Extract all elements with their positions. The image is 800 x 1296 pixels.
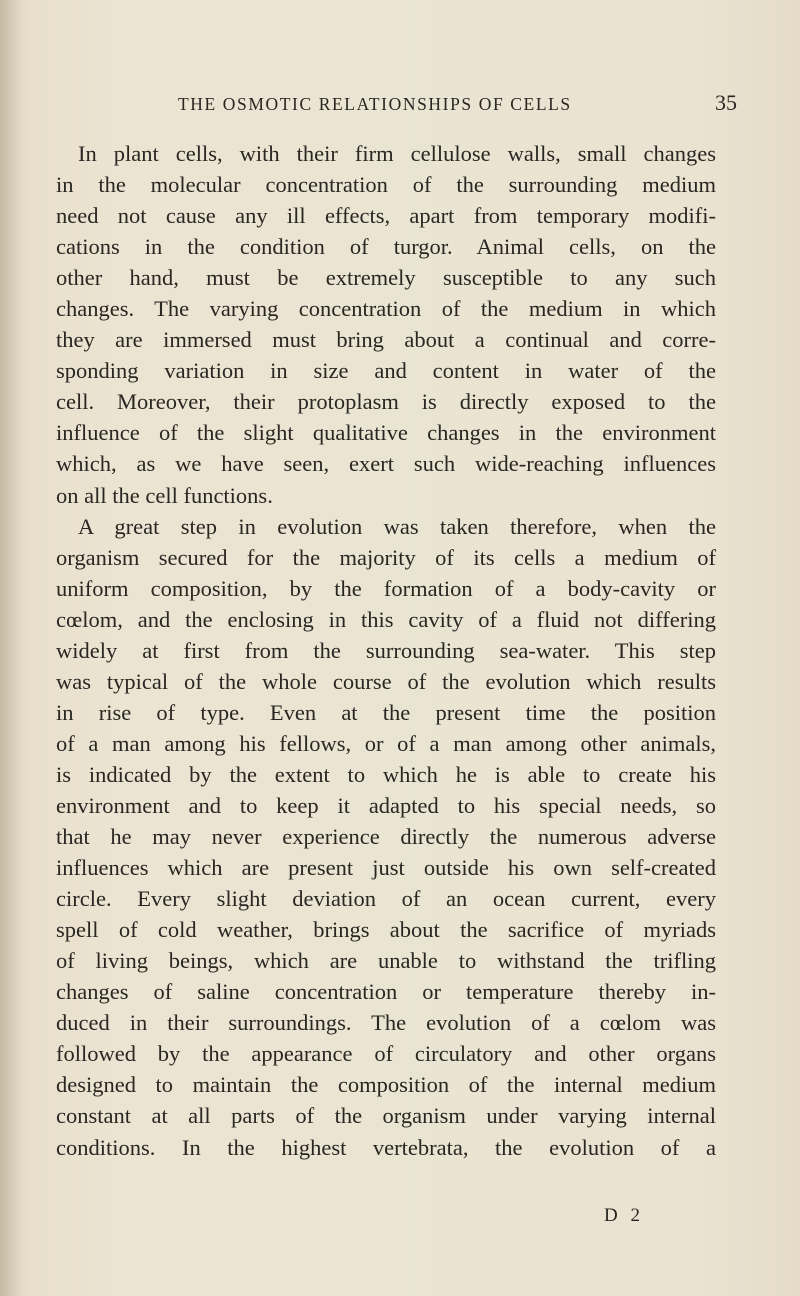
text-line: of a man among his fellows, or of a man among other animals, <box>56 730 716 756</box>
text-line: organism secured for the majority of its cells a medium of <box>56 544 716 570</box>
text-line: in the molecular concentration of the surrounding medium <box>56 172 716 198</box>
text-line: constant at all parts of the organism under varying internal <box>56 1103 716 1129</box>
gutter-shadow <box>0 0 22 1296</box>
page-number: 35 <box>715 90 737 115</box>
text-line: widely at first from the surrounding sea-water. This step <box>56 637 716 663</box>
running-title: THE OSMOTIC RELATIONSHIPS OF CELLS <box>178 94 572 114</box>
text-line: followed by the appearance of circulatory and other organs <box>56 1041 716 1067</box>
text-line: that he may never experience directly the numerous adverse <box>56 824 716 850</box>
text-line: cell. Moreover, their protoplasm is directly exposed to the <box>56 389 716 415</box>
text-line: circle. Every slight deviation of an ocean current, every <box>56 886 716 912</box>
text-line: uniform composition, by the formation of a body-cavity or <box>56 575 716 601</box>
text-line: other hand, must be extremely susceptible to any such <box>56 265 716 291</box>
signature-mark: D 2 <box>604 1205 644 1226</box>
text-line: environment and to keep it adapted to his special needs, so <box>56 792 716 818</box>
text-line: changes of saline concentration or temperature thereby in- <box>56 979 716 1005</box>
text-line: spell of cold weather, brings about the sacrifice of myriads <box>56 917 716 943</box>
text-line: duced in their surroundings. The evolution of a cœlom was <box>56 1010 716 1036</box>
text-line: they are immersed must bring about a continual and corre- <box>56 327 716 353</box>
text-line: of living beings, which are unable to withstand the trifling <box>56 948 716 974</box>
text-line: is indicated by the extent to which he is able to create his <box>56 761 716 787</box>
text-line: in rise of type. Even at the present time the position <box>56 699 716 725</box>
text-line: designed to maintain the composition of the internal medium <box>56 1072 716 1098</box>
text-line: sponding variation in size and content in water of the <box>56 358 716 384</box>
body-text <box>56 138 716 1163</box>
running-head <box>0 90 800 124</box>
text-line: which, as we have seen, exert such wide-reaching influences <box>56 451 716 477</box>
text-line: cations in the condition of turgor. Animal cells, on the <box>56 234 716 260</box>
text-line: cœlom, and the enclosing in this cavity of a fluid not differing <box>56 606 716 632</box>
text-line: changes. The varying concentration of the medium in which <box>56 296 716 322</box>
text-line: In plant cells, with their firm cellulose walls, small changes <box>78 141 716 166</box>
text-line: influence of the slight qualitative changes in the environment <box>56 420 716 446</box>
text-line: on all the cell functions. <box>56 482 273 508</box>
text-line: need not cause any ill effects, apart from temporary modifi- <box>56 203 716 229</box>
text-line: A great step in evolution was taken therefore, when the <box>78 513 716 539</box>
text-line: conditions. In the highest vertebrata, the evolution of a <box>56 1134 716 1160</box>
text-line: influences which are present just outside his own self-created <box>56 855 716 881</box>
text-line: was typical of the whole course of the evolution which results <box>56 668 716 694</box>
